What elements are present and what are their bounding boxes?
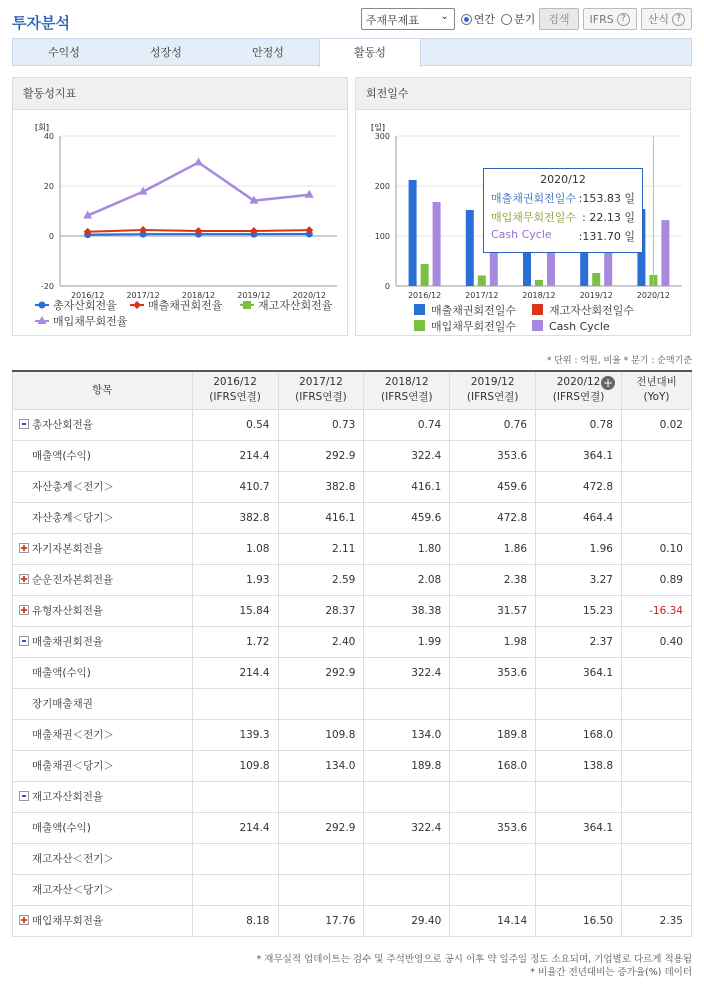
bar: [409, 180, 417, 286]
table-cell: [622, 688, 692, 719]
bar: [478, 276, 486, 287]
collapse-icon[interactable]: [19, 791, 29, 801]
bar: [421, 264, 429, 286]
col-header-text: 2020/12 (IFRS연결): [552, 376, 605, 404]
row-label-text: 재고자산＜전기＞: [32, 853, 114, 865]
tooltip-value: :153.83 일: [578, 192, 635, 205]
table-cell: 189.8: [450, 719, 536, 750]
table-cell: [364, 874, 450, 905]
table-cell: [192, 688, 278, 719]
table-header-row: [13, 371, 692, 409]
table-cell: [450, 781, 536, 812]
table-cell: 134.0: [364, 719, 450, 750]
table-row: [13, 440, 692, 471]
table-cell: [278, 843, 364, 874]
page-title: 투자분석: [12, 14, 70, 32]
table-cell: [622, 657, 692, 688]
expand-icon[interactable]: [19, 915, 29, 925]
table-cell: [622, 812, 692, 843]
activity-line-chart: [13, 110, 349, 336]
table-cell: 353.6: [450, 812, 536, 843]
row-label: [13, 874, 193, 905]
table-cell: [364, 843, 450, 874]
chart-title: 활동성지표: [13, 78, 347, 110]
data-point: [194, 158, 203, 166]
table-row: [13, 750, 692, 781]
table-cell: 1.96: [536, 533, 622, 564]
row-label-expandable[interactable]: [13, 595, 193, 626]
col-header-latest: [536, 371, 622, 409]
table-row: [13, 533, 692, 564]
bar: [592, 273, 600, 286]
table-cell: 1.72: [192, 626, 278, 657]
table-cell: 0.40: [622, 626, 692, 657]
table-cell: 31.57: [450, 595, 536, 626]
activity-table: [12, 370, 692, 937]
table-cell: 0.54: [192, 409, 278, 440]
x-tick-label: 2019/12: [579, 291, 613, 300]
row-label-expandable[interactable]: [13, 564, 193, 595]
collapse-icon[interactable]: [19, 636, 29, 646]
footnote: * 재무실적 업데이트는 검수 및 주석반영으로 공시 이후 약 일주일 정도 소요되며, 기업별로 다르게 적용됨: [256, 954, 692, 965]
y-tick-label: -20: [40, 282, 54, 291]
legend-swatch: [532, 304, 543, 315]
legend-label: 재고자산회전일수: [549, 304, 635, 317]
legend-swatch: [532, 320, 543, 331]
add-column-icon[interactable]: +: [602, 376, 614, 390]
tooltip-label: 매출채권회전일수: [491, 192, 577, 205]
table-cell: 0.74: [364, 409, 450, 440]
legend-label: 매입채무회전율: [53, 315, 128, 328]
controls: [361, 8, 692, 30]
table-cell: 16.50: [536, 905, 622, 936]
tooltip-row: [491, 228, 635, 244]
table-cell: [536, 688, 622, 719]
col-header: 항목: [13, 371, 193, 409]
table-cell: [364, 688, 450, 719]
table-cell: 0.10: [622, 533, 692, 564]
row-label-text: 매출액(수익): [32, 450, 91, 462]
bar: [661, 220, 669, 286]
ifrs-button[interactable]: [583, 8, 637, 30]
table-cell: [622, 781, 692, 812]
table-cell: [536, 874, 622, 905]
tooltip-value: :131.70 일: [578, 230, 635, 243]
row-label-text: 유형자산회전율: [32, 605, 104, 617]
legend-swatch: [414, 320, 425, 331]
table-row: [13, 564, 692, 595]
y-tick-label: 100: [374, 232, 390, 241]
y-tick-label: 40: [43, 132, 54, 141]
unit-note: * 단위 : 억원, 비율 * 분기 : 순액기준: [546, 356, 692, 366]
table-cell: 382.8: [278, 471, 364, 502]
table-cell: 1.86: [450, 533, 536, 564]
table-cell: 17.76: [278, 905, 364, 936]
row-label-text: 총자산회전율: [32, 419, 93, 431]
table-cell: [622, 502, 692, 533]
tab-activity[interactable]: 활동성: [319, 38, 421, 67]
row-label: [13, 471, 193, 502]
table-cell: [450, 874, 536, 905]
y-tick-label: 200: [374, 182, 390, 191]
col-header: 2018/12 (IFRS연결): [364, 371, 450, 409]
tooltip-label: Cash Cycle: [491, 228, 552, 241]
row-label: [13, 688, 193, 719]
row-label-expandable[interactable]: [13, 905, 193, 936]
col-header: 전년대비 (YoY): [622, 371, 692, 409]
chart-title: 회전일수: [356, 78, 690, 110]
row-label: [13, 502, 193, 533]
tooltip-row: [491, 209, 635, 225]
collapse-icon[interactable]: [19, 419, 29, 429]
help-icon: ?: [672, 13, 685, 26]
expand-icon[interactable]: [19, 574, 29, 584]
table-cell: [192, 874, 278, 905]
table-row: [13, 843, 692, 874]
table-cell: [622, 471, 692, 502]
table-row: [13, 626, 692, 657]
table-cell: 0.02: [622, 409, 692, 440]
row-label-expandable[interactable]: [13, 409, 193, 440]
row-label-text: 장기매출채권: [32, 698, 93, 710]
legend-label: 매입채무회전일수: [431, 320, 517, 333]
table-cell: 1.99: [364, 626, 450, 657]
table-cell: [192, 781, 278, 812]
y-tick-label: 300: [374, 132, 390, 141]
table-cell: 139.3: [192, 719, 278, 750]
row-label-text: 재고자산회전율: [32, 791, 104, 803]
table-cell: 8.18: [192, 905, 278, 936]
row-label-text: 매출액(수익): [32, 667, 91, 679]
table-cell: 472.8: [450, 502, 536, 533]
help-icon: ?: [617, 13, 630, 26]
table-row: [13, 688, 692, 719]
row-label: [13, 812, 193, 843]
table-cell: 1.98: [450, 626, 536, 657]
row-label-text: 재고자산＜당기＞: [32, 884, 114, 896]
series-line: [88, 163, 310, 216]
table-cell: 15.84: [192, 595, 278, 626]
table-cell: 459.6: [364, 502, 450, 533]
table-cell: 29.40: [364, 905, 450, 936]
table-row: [13, 502, 692, 533]
row-label-text: 매출채권회전율: [32, 636, 104, 648]
table-cell: 138.8: [536, 750, 622, 781]
table-cell: 2.40: [278, 626, 364, 657]
table-cell: 464.4: [536, 502, 622, 533]
table-cell: 322.4: [364, 440, 450, 471]
radio-checked-icon: [461, 14, 472, 25]
row-label-text: 자산총계＜전기＞: [32, 481, 114, 493]
table-row: [13, 874, 692, 905]
tooltip-value: : 22.13 일: [582, 211, 635, 224]
table-row: [13, 595, 692, 626]
y-unit-label: [일]: [371, 123, 385, 132]
row-label-text: 자산총계＜당기＞: [32, 512, 114, 524]
row-label-text: 순운전자본회전율: [32, 574, 114, 586]
bar: [535, 280, 543, 286]
radio-quarter[interactable]: [501, 11, 535, 27]
row-label-text: 매출액(수익): [32, 822, 91, 834]
legend-marker: [39, 302, 46, 309]
header: [12, 8, 692, 34]
table-cell: 364.1: [536, 812, 622, 843]
row-label: [13, 719, 193, 750]
table-cell: 364.1: [536, 440, 622, 471]
row-label-text: 매출채권＜전기＞: [32, 729, 114, 741]
table-cell: [192, 843, 278, 874]
radio-quarter-label: 분기: [514, 13, 536, 26]
table-cell: [622, 719, 692, 750]
table-cell: 364.1: [536, 657, 622, 688]
table-cell: 0.78: [536, 409, 622, 440]
table-cell: 322.4: [364, 812, 450, 843]
table-cell: 2.38: [450, 564, 536, 595]
table-cell: 0.76: [450, 409, 536, 440]
table-cell: 416.1: [278, 502, 364, 533]
x-tick-label: 2020/12: [636, 291, 671, 300]
tab-bar: [12, 38, 692, 66]
table-cell: 28.37: [278, 595, 364, 626]
chart-tooltip: [483, 168, 643, 253]
col-header: 2019/12 (IFRS연결): [450, 371, 536, 409]
table-cell: 1.08: [192, 533, 278, 564]
footnotes: [257, 953, 692, 979]
x-tick-label: 2018/12: [522, 291, 556, 300]
legend-label: 총자산회전율: [53, 299, 117, 312]
table-cell: 214.4: [192, 812, 278, 843]
table-cell: [450, 688, 536, 719]
tooltip-row: [491, 190, 635, 206]
bar: [466, 210, 474, 286]
table-cell: 0.73: [278, 409, 364, 440]
table-cell: 0.89: [622, 564, 692, 595]
table-cell: 416.1: [364, 471, 450, 502]
y-unit-label: [회]: [35, 123, 49, 132]
table-cell: [622, 440, 692, 471]
table-cell: 109.8: [278, 719, 364, 750]
y-tick-label: 0: [384, 282, 390, 291]
table-cell: [622, 843, 692, 874]
table-cell: 472.8: [536, 471, 622, 502]
table-cell: 2.35: [622, 905, 692, 936]
ifrs-label: IFRS: [589, 12, 614, 26]
legend-label: 재고자산회전율: [258, 299, 333, 312]
table-cell: 1.80: [364, 533, 450, 564]
select-value: 주재무제표: [365, 14, 419, 27]
x-tick-label: 2017/12: [126, 291, 160, 300]
table-cell: [536, 781, 622, 812]
table-cell: [622, 750, 692, 781]
table-cell: 15.23: [536, 595, 622, 626]
legend-label: 매출채권회전일수: [431, 304, 517, 317]
table-cell: 189.8: [364, 750, 450, 781]
tab-growth[interactable]: 성장성: [150, 46, 182, 59]
table-cell: 38.38: [364, 595, 450, 626]
table-cell: 14.14: [450, 905, 536, 936]
table-row: [13, 657, 692, 688]
table-cell: 292.9: [278, 440, 364, 471]
table-row: [13, 719, 692, 750]
table-cell: [364, 781, 450, 812]
table-row: [13, 905, 692, 936]
row-label: [13, 657, 193, 688]
table-cell: 109.8: [192, 750, 278, 781]
table-cell: 1.93: [192, 564, 278, 595]
radio-unchecked-icon: [501, 14, 512, 25]
legend-swatch: [414, 304, 425, 315]
table-cell: 134.0: [278, 750, 364, 781]
table-cell: 214.4: [192, 657, 278, 688]
formula-button[interactable]: [641, 8, 692, 30]
x-tick-label: 2017/12: [465, 291, 499, 300]
chevron-down-icon: ⌄: [440, 11, 449, 22]
row-label-text: 자기자본회전율: [32, 543, 104, 555]
row-label-expandable[interactable]: [13, 781, 193, 812]
table-cell: 292.9: [278, 657, 364, 688]
table-row: [13, 471, 692, 502]
legend-marker: [243, 301, 251, 309]
legend-marker: [133, 301, 141, 309]
formula-label: 산식: [647, 13, 669, 26]
expand-icon[interactable]: [19, 543, 29, 553]
row-label-expandable[interactable]: [13, 533, 193, 564]
row-label: [13, 440, 193, 471]
table-cell: 353.6: [450, 657, 536, 688]
table-cell: 353.6: [450, 440, 536, 471]
activity-chart-panel: [12, 77, 348, 336]
col-header: 2016/12 (IFRS연결): [192, 371, 278, 409]
expand-icon[interactable]: [19, 605, 29, 615]
radio-annual-label: 연간: [473, 13, 495, 26]
tooltip-label: 매입채무회전일수: [491, 211, 577, 224]
table-cell: 2.11: [278, 533, 364, 564]
table-cell: [278, 874, 364, 905]
table-cell: 2.59: [278, 564, 364, 595]
row-label-text: 매입채무회전율: [32, 915, 104, 927]
y-tick-label: 0: [48, 232, 54, 241]
legend-label: 매출채권회전율: [148, 299, 223, 312]
table-cell: [278, 781, 364, 812]
x-tick-label: 2016/12: [71, 291, 105, 300]
radio-annual[interactable]: [461, 11, 495, 27]
x-tick-label: 2019/12: [237, 291, 271, 300]
footnote: * 비율간 전년대비는 증가율(%) 데이터: [530, 967, 692, 978]
x-tick-label: 2016/12: [407, 291, 442, 300]
statement-select[interactable]: [361, 8, 455, 30]
table-row: [13, 812, 692, 843]
tab-profitability[interactable]: 수익성: [48, 46, 80, 59]
row-label: [13, 843, 193, 874]
bar: [433, 202, 441, 286]
table-cell: 382.8: [192, 502, 278, 533]
table-cell: 214.4: [192, 440, 278, 471]
table-cell: [278, 688, 364, 719]
table-cell: 410.7: [192, 471, 278, 502]
table-row: [13, 781, 692, 812]
search-button[interactable]: 검색: [539, 8, 578, 30]
col-header: 2017/12 (IFRS연결): [278, 371, 364, 409]
table-cell: 2.08: [364, 564, 450, 595]
table-cell: 459.6: [450, 471, 536, 502]
table-cell: 2.37: [536, 626, 622, 657]
table-row: [13, 409, 692, 440]
row-label: [13, 750, 193, 781]
legend-label: Cash Cycle: [549, 320, 610, 333]
table-cell: 168.0: [536, 719, 622, 750]
tooltip-title: 2020/12: [540, 173, 586, 186]
table-cell: 322.4: [364, 657, 450, 688]
table-cell: [622, 874, 692, 905]
table-cell: 168.0: [450, 750, 536, 781]
table-cell: 3.27: [536, 564, 622, 595]
table-cell: 292.9: [278, 812, 364, 843]
data-point: [305, 190, 314, 198]
table-cell: [450, 843, 536, 874]
row-label-expandable[interactable]: [13, 626, 193, 657]
x-tick-label: 2020/12: [292, 291, 326, 300]
table-cell: -16.34: [622, 595, 692, 626]
x-tick-label: 2018/12: [181, 291, 216, 300]
row-label-text: 매출채권＜당기＞: [32, 760, 114, 772]
tab-stability[interactable]: 안정성: [252, 46, 284, 59]
y-tick-label: 20: [43, 182, 54, 191]
table-cell: [536, 843, 622, 874]
